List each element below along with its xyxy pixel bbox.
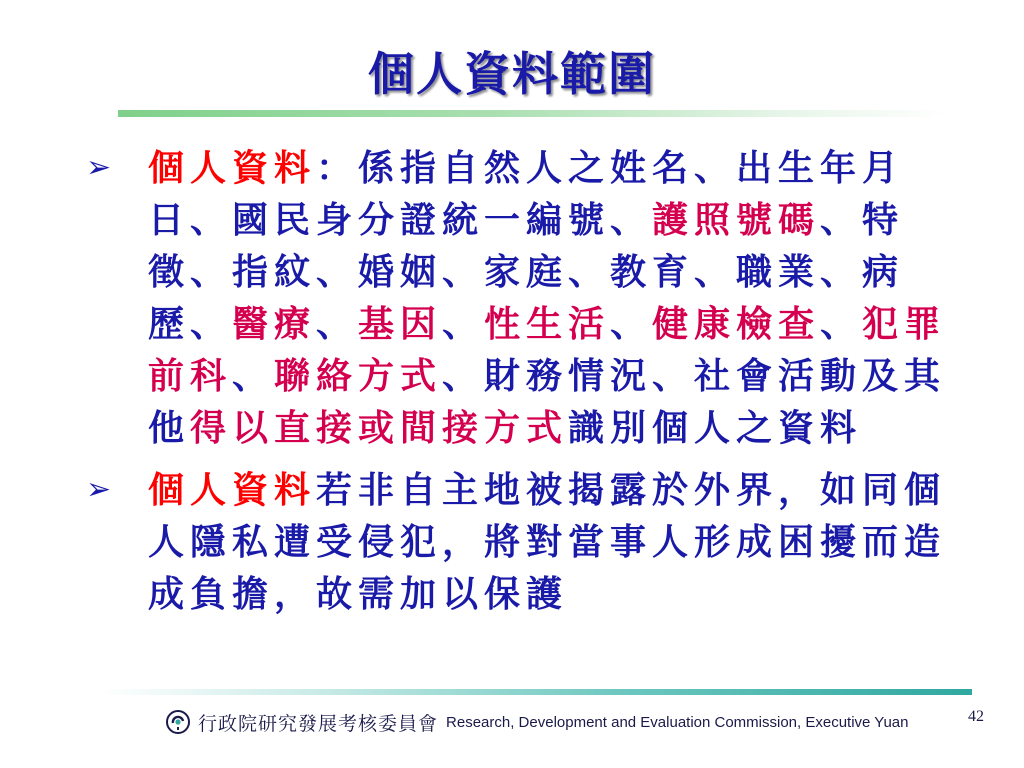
- bullet-item: [86, 464, 966, 620]
- text-segment: 、: [820, 303, 863, 345]
- text-segment: 、: [232, 355, 275, 397]
- bullet-text-personal-data-definition: [148, 142, 958, 454]
- keyword-personal-data: 個人資料: [148, 147, 317, 189]
- footer: [166, 706, 909, 738]
- footer-org-chinese: 行政院研究發展考核委員會: [198, 712, 439, 735]
- text-segment: 、特徵、指紋、婚姻、家庭、教育、職業、病歷、: [148, 199, 905, 345]
- keyword-health-exam: 健康檢查: [652, 303, 821, 345]
- title-divider: [118, 110, 948, 117]
- bullet-list: [86, 142, 966, 630]
- rdec-logo-icon: [166, 710, 190, 734]
- text-segment: 、: [442, 303, 485, 345]
- slide-title: 個人資料範圍: [368, 47, 656, 101]
- bullet-text-privacy-protection: [148, 464, 958, 620]
- keyword-direct-indirect-identification: 得以直接或間接方式: [190, 407, 569, 449]
- text-segment: 、: [610, 303, 653, 345]
- text-segment: 、: [316, 303, 359, 345]
- text-segment: 、財務情況、社會活動及其他: [148, 355, 947, 449]
- text-segment: 識別個人之資料: [568, 407, 863, 449]
- page-number: 42: [968, 708, 984, 725]
- keyword-criminal-record: 犯罪前科: [148, 303, 947, 397]
- arrow-bullet-icon: ➢: [86, 150, 112, 185]
- text-segment: 若非自主地被揭露於外界，如同個人隱私遭受侵犯，將對當事人形成困擾而造成負擔，故需加以保護: [148, 469, 947, 615]
- keyword-sex-life: 性生活: [484, 303, 611, 345]
- footer-divider: [100, 689, 972, 695]
- keyword-medical: 醫療: [232, 303, 317, 345]
- arrow-bullet-icon: ➢: [86, 472, 112, 507]
- keyword-contact-method: 聯絡方式: [274, 355, 443, 397]
- text-segment: ：係指自然人之姓名、出生年月日、國民身分證統一編號、: [148, 147, 905, 241]
- keyword-personal-data: 個人資料: [148, 469, 317, 511]
- keyword-passport-number: 護照號碼: [652, 199, 821, 241]
- bullet-item: [86, 142, 966, 454]
- footer-org-english: Research, Development and Evaluation Commission, Executive Yuan: [446, 713, 909, 731]
- keyword-genes: 基因: [358, 303, 443, 345]
